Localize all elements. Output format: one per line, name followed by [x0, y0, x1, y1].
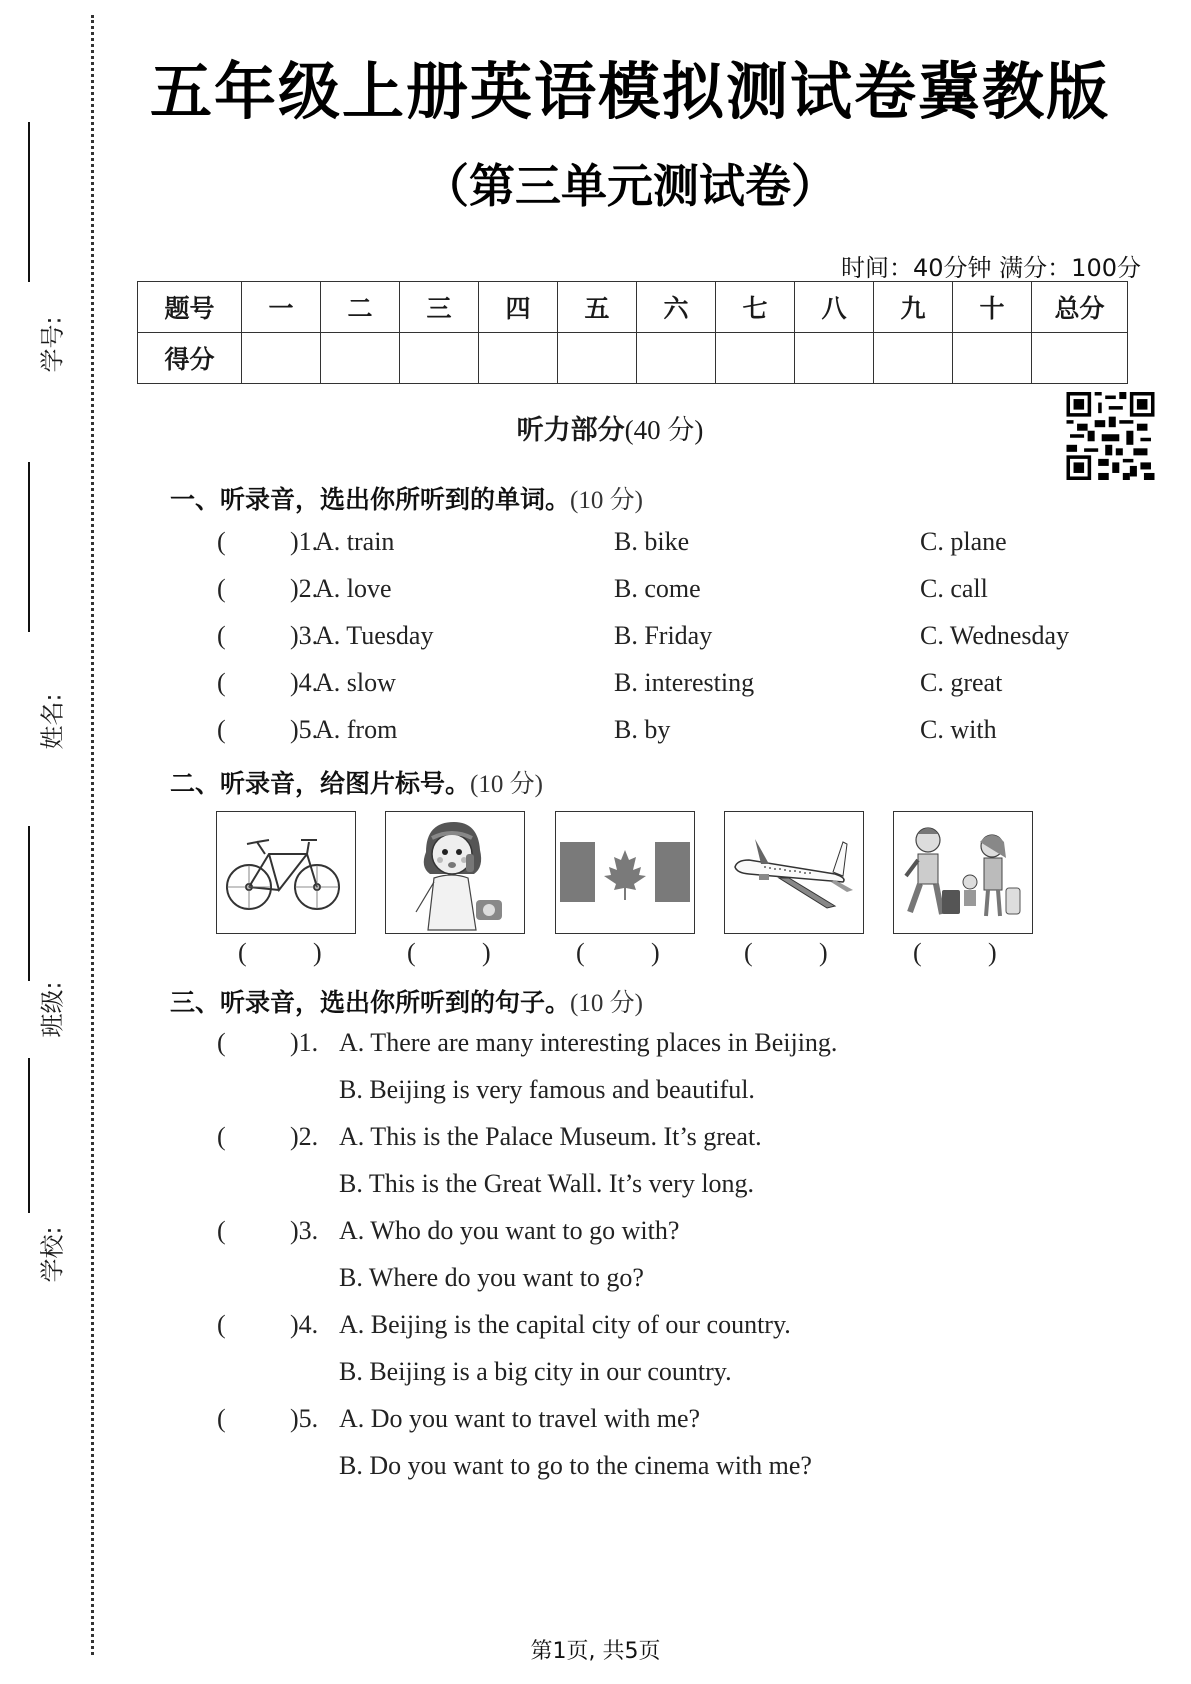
score-cell[interactable] — [558, 333, 637, 384]
name-line[interactable] — [28, 462, 30, 632]
section2-points: (10 分) — [470, 771, 543, 798]
option-b: B. Where do you want to go? — [339, 1263, 644, 1292]
sentence-question-4 — [217, 1310, 1137, 1346]
page-number: 第1页, 共5页 — [530, 1639, 661, 1664]
row-header: 题号 — [138, 282, 242, 333]
option-b: B. Beijing is very famous and beautiful. — [339, 1075, 755, 1104]
picture-3 — [555, 811, 695, 934]
option-a: A. Who do you want to go with? — [339, 1216, 680, 1245]
score-cell[interactable] — [637, 333, 716, 384]
column-header: 七 — [716, 282, 795, 333]
airplane-icon — [725, 812, 863, 933]
answer-blank[interactable]: ( — [217, 1028, 226, 1057]
question-number-row — [138, 282, 1128, 333]
column-header: 三 — [400, 282, 479, 333]
row-header: 得分 — [138, 333, 242, 384]
canada-flag-icon — [556, 812, 694, 933]
sentence-question-3-b — [217, 1263, 1137, 1299]
column-header: 五 — [558, 282, 637, 333]
column-header: 四 — [479, 282, 558, 333]
question-number: )5. — [290, 1404, 319, 1433]
section1-title: 一、听录音，选出你所听到的单词。 — [170, 485, 571, 514]
answer-blank[interactable]: ( — [217, 1310, 226, 1339]
column-header: 六 — [637, 282, 716, 333]
column-header: 九 — [874, 282, 953, 333]
score-cell[interactable] — [400, 333, 479, 384]
answer-blank[interactable]: ( — [217, 715, 226, 744]
student-id-label: 学号: — [38, 316, 67, 373]
answer-blank[interactable]: ( — [217, 1404, 226, 1433]
family-travel-icon — [894, 812, 1032, 933]
bicycle-icon — [217, 812, 355, 933]
option-b: B. Beijing is a big city in our country. — [339, 1357, 732, 1386]
school-line[interactable] — [28, 1058, 30, 1213]
question-number: )2. — [290, 574, 319, 603]
column-header: 二 — [321, 282, 400, 333]
time-score-info: 时间：40分钟 满分：100分 — [841, 254, 1141, 282]
option-b: B. interesting — [614, 668, 755, 697]
option-b: B. Friday — [614, 621, 713, 650]
section3-heading — [170, 983, 643, 1019]
name-label: 姓名: — [38, 693, 67, 750]
score-cell[interactable] — [795, 333, 874, 384]
sentence-question-3 — [217, 1216, 1137, 1252]
option-c: C. great — [920, 668, 1003, 697]
cut-line — [91, 15, 94, 1655]
question-number: )1. — [290, 527, 319, 556]
score-table — [137, 281, 1128, 384]
word-question-2 — [217, 574, 1137, 610]
column-header: 八 — [795, 282, 874, 333]
score-cell[interactable] — [716, 333, 795, 384]
question-number: )3. — [290, 621, 319, 650]
option-c: C. with — [920, 715, 997, 744]
question-number: )2. — [290, 1122, 319, 1151]
option-a: A. Do you want to travel with me? — [339, 1404, 701, 1433]
option-c: C. plane — [920, 527, 1007, 556]
page-subtitle: （第三单元测试卷） — [423, 159, 837, 213]
option-b: B. Do you want to go to the cinema with me? — [339, 1451, 812, 1480]
option-a: A. slow — [315, 668, 396, 697]
score-cell[interactable] — [479, 333, 558, 384]
score-cell[interactable] — [953, 333, 1032, 384]
school-label: 学校: — [38, 1226, 67, 1283]
answer-blank[interactable]: ( — [217, 1216, 226, 1245]
option-a: A. love — [315, 574, 392, 603]
answer-blank[interactable]: ( — [217, 668, 226, 697]
option-a: A. Tuesday — [315, 621, 434, 650]
listening-part-title: 听力部分 — [516, 415, 625, 446]
option-a: A. Beijing is the capital city of our country. — [339, 1310, 791, 1339]
option-b: B. by — [614, 715, 671, 744]
class-label: 班级: — [38, 981, 67, 1038]
word-question-3 — [217, 621, 1137, 657]
answer-blank[interactable]: ( — [217, 574, 226, 603]
question-number: )4. — [290, 668, 319, 697]
listening-part-points: (40 分) — [624, 415, 704, 445]
sentence-question-2 — [217, 1122, 1137, 1158]
sentence-question-5 — [217, 1404, 1137, 1440]
question-number: )1. — [290, 1028, 319, 1057]
option-b: B. This is the Great Wall. It’s very long. — [339, 1169, 755, 1198]
score-cell[interactable] — [1032, 333, 1128, 384]
section2-title: 二、听录音，给图片标号。 — [170, 769, 471, 798]
option-a: A. train — [315, 527, 395, 556]
answer-blank[interactable]: ( — [217, 1122, 226, 1151]
listening-part-heading — [130, 408, 1090, 447]
sentence-question-1 — [217, 1028, 1137, 1064]
question-number: )4. — [290, 1310, 319, 1339]
score-cell[interactable] — [874, 333, 953, 384]
option-a: A. There are many interesting places in Beijing. — [339, 1028, 838, 1057]
picture-4 — [724, 811, 864, 934]
column-header: 一 — [242, 282, 321, 333]
sentence-question-2-b — [217, 1169, 1137, 1205]
section1-heading — [170, 480, 643, 516]
option-b: B. bike — [614, 527, 690, 556]
option-a: A. This is the Palace Museum. It’s great. — [339, 1122, 762, 1151]
word-question-5 — [217, 715, 1137, 751]
picture-1 — [216, 811, 356, 934]
option-a: A. from — [315, 715, 398, 744]
binding-margin — [0, 0, 100, 1684]
page-title: 五年级上册英语模拟测试卷冀教版 — [149, 55, 1110, 128]
picture-5 — [893, 811, 1033, 934]
answer-blank[interactable]: ( — [217, 527, 226, 556]
score-row — [138, 333, 1128, 384]
sentence-question-5-b — [217, 1451, 1137, 1487]
section2-heading — [170, 764, 543, 800]
score-cell[interactable] — [321, 333, 400, 384]
sentence-question-4-b — [217, 1357, 1137, 1393]
column-header: 总分 — [1032, 282, 1128, 333]
student-id-line[interactable] — [28, 122, 30, 282]
option-c: C. Wednesday — [920, 621, 1070, 650]
sentence-question-1-b — [217, 1075, 1137, 1111]
section3-points: (10 分) — [570, 990, 643, 1017]
option-b: B. come — [614, 574, 701, 603]
score-cell[interactable] — [242, 333, 321, 384]
option-c: C. call — [920, 574, 988, 603]
section3-title: 三、听录音，选出你所听到的句子。 — [170, 988, 571, 1017]
answer-blank[interactable]: ( — [217, 621, 226, 650]
question-number: )3. — [290, 1216, 319, 1245]
girl-on-phone-icon — [386, 812, 524, 933]
question-number: )5. — [290, 715, 319, 744]
picture-2 — [385, 811, 525, 934]
word-question-4 — [217, 668, 1137, 704]
section1-points: (10 分) — [570, 487, 643, 514]
column-header: 十 — [953, 282, 1032, 333]
word-question-1 — [217, 527, 1137, 563]
class-line[interactable] — [28, 826, 30, 981]
